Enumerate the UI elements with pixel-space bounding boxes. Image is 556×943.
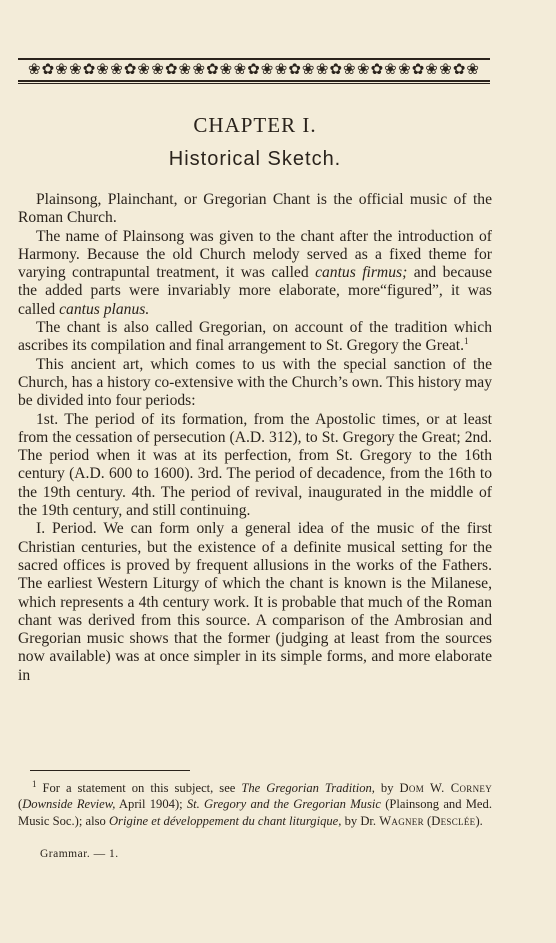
footnote-mark: 1 — [32, 778, 37, 789]
footnote-text — [18, 780, 492, 829]
ornament-flower-icon: ❀✿❀ — [151, 62, 193, 78]
footnote-part: ( — [18, 797, 23, 812]
footnote-rule — [30, 770, 190, 771]
header-ornament-band — [18, 58, 490, 86]
paragraph-2-text-a: The name of Plainsong was given to the chant after the introduction of Harmony. Because the old Church melody served as a fixed theme for varying contrapuntal treatment, it was called — [18, 227, 492, 282]
paragraph-3 — [18, 319, 492, 356]
footnote-title-origine: Origine et développement du chant liturgique, — [108, 813, 342, 828]
ornament-flower-icon: ❀✿❀ — [315, 62, 357, 78]
footnote-part: For a statement on this subject, see — [36, 781, 242, 795]
ornament-flower-icon: ❀✿❀ — [439, 62, 480, 78]
paragraph-5: 1st. The period of its formation, from the Apostolic times, or at least from the cessation of persecution (A.D. 312), to St. Gregory the Great; 2nd. The period when it was at its perfection, from St. Gregory to the 16th century (A.D. 600 to 1600). 3rd. The period of decadence, from the 16th to the 19th century. 4th. The period of revival, inaugurated in the middle of the 19th century, and still continuing. — [18, 410, 492, 520]
footnote-part: ). — [475, 813, 483, 828]
paragraph-1: Plainsong, Plainchant, or Gregorian Chant is the official music of the Roman Church. — [18, 191, 492, 227]
ornament-flower-icon: ❀✿❀ — [28, 62, 69, 78]
paragraph-4: This ancient art, which comes to us with the special sanction of the Church, has a history co-extensive with the Church’s own. This history may be divided into four periods: — [18, 355, 492, 410]
ornament-flower-icon: ❀✿❀ — [192, 62, 234, 78]
chapter-title: CHAPTER I. — [193, 113, 317, 137]
footnote-part: by — [374, 781, 400, 795]
footnote-publisher-desclee: Desclée — [431, 813, 476, 828]
term-cantus-planus: cantus planus. — [59, 300, 150, 318]
ornament-flower-icon: ❀✿❀ — [233, 62, 275, 78]
chapter-subtitle: Historical Sketch. — [168, 148, 342, 170]
term-cantus-firmus: cantus firmus; — [315, 264, 408, 282]
paragraph-3-text: The chant is also called Gregorian, on account of the tradition which ascribes its compilation and final arrangement to St. Gregory the Great. — [18, 319, 492, 355]
footnote-author-wagner: Wagner — [379, 813, 424, 828]
footnote-part: April 1904); — [115, 797, 187, 812]
paragraph-2-text-b: and because the added parts were invariably more elaborate, more“figured”, it was called — [18, 264, 492, 318]
paragraph-2 — [18, 228, 492, 319]
ornament-flower-icon: ❀✿❀ — [357, 62, 398, 78]
footnote-part: by Dr. — [341, 813, 380, 828]
ornament-flower-icon: ❀✿❀ — [274, 62, 316, 78]
footnote — [18, 780, 492, 829]
footnote-part: (Plainsong and Med. Music Soc.); also — [18, 797, 492, 828]
ornament-rule-bottom — [18, 80, 490, 82]
footnote-title-st-gregory: St. Gregory and the Gregorian Music — [186, 797, 381, 812]
ornament-rule-bottom-thin — [18, 83, 490, 84]
paragraph-6: I. Period. We can form only a general idea of the music of the first Christian centuries, but the existence of a definite musical setting for the sacred offices is proved by frequent allusions in the works of the Fathers. The earliest Western Liturgy of which the chant is known is the Milanese, which represents a 4th century work. It is probable that much of the Roman chant was derived from this source. A comparison of the Ambrosian and Gregorian music shows that the former (judging at least from the sources now available) was at once simpler in its simple forms, and more elaborate in — [18, 520, 492, 684]
footnote-part: ( — [423, 813, 432, 828]
ornament-flower-icon: ❀✿❀ — [69, 62, 110, 78]
footnote-title-gregorian-tradition: The Gregorian Tradition, — [241, 781, 375, 795]
signature-mark: Grammar. — 1. — [40, 848, 119, 860]
footnote-title-downside-review: Downside Review, — [22, 797, 116, 812]
ornament-flower-icon: ❀✿❀ — [110, 62, 151, 78]
ornament-flower-icon: ❀✿❀ — [398, 62, 439, 78]
main-text — [18, 191, 492, 685]
ornament-flowers — [18, 60, 490, 80]
footnote-author-corney: Dom W. Corney — [399, 781, 492, 795]
footnote-reference: 1 — [464, 336, 469, 347]
